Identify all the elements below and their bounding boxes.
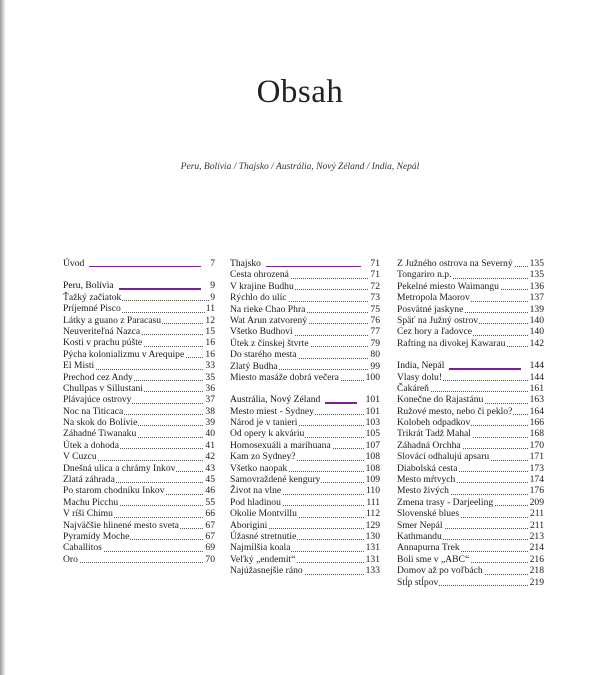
toc-entry-title: Aborigini: [230, 519, 268, 531]
toc-entry-page: 16: [205, 348, 215, 360]
toc-entry-page: 70: [205, 553, 215, 565]
toc-entry: [397, 554, 544, 565]
toc-entry-title: Pod hladinou: [230, 496, 281, 508]
toc-entry: [230, 292, 380, 303]
toc-entry-page: 176: [529, 485, 544, 497]
toc-entry-page: 67: [205, 530, 215, 542]
toc-entry: [230, 542, 380, 553]
toc-entry: [63, 474, 215, 485]
toc-entry-title: Prechod cez Andy: [63, 371, 133, 383]
toc-entry-page: 101: [365, 405, 380, 417]
toc-entry-title: Príjemné Pisco: [63, 303, 121, 315]
toc-entry-page: 108: [365, 451, 380, 463]
toc-entry: [63, 554, 215, 565]
toc-entry-page: 133: [365, 565, 380, 577]
toc-entry: [397, 497, 544, 508]
toc-entry-page: 75: [370, 303, 380, 315]
toc-entry: [63, 394, 215, 405]
toc-entry: [63, 520, 215, 531]
toc-entry-title: Peru, Bolívia: [63, 280, 114, 292]
toc-entry-title: Vlasy dolu!: [397, 371, 443, 383]
toc-entry-title: Samovraždené kengury: [230, 474, 321, 486]
toc-entry-title: Posvätné jaskyne: [397, 303, 464, 315]
toc-entry-page: 9: [210, 280, 215, 292]
toc-entry-title: Metropola Maorov: [397, 292, 470, 304]
toc-entry-page: 105: [365, 428, 380, 440]
toc-entry-page: 140: [529, 326, 544, 338]
toc-entry: [397, 520, 544, 531]
toc-entry-title: V krajine Budhu: [230, 280, 294, 292]
toc-entry-title: Zmena trasy - Darjeeling: [397, 496, 494, 508]
toc-entry-title: V Cuzcu: [63, 451, 97, 463]
toc-entry-title: Zlatá záhrada: [63, 474, 115, 486]
toc-entry: [230, 554, 380, 565]
toc-entry-title: Miesto masáže dobrá večera: [230, 371, 339, 383]
toc-entry-page: 12: [205, 314, 215, 326]
toc-entry-page: 99: [370, 360, 380, 372]
toc-entry: [397, 269, 544, 280]
toc-entry: [397, 406, 544, 417]
toc-entry-title: Wat Arun zatvorený: [230, 314, 308, 326]
toc-entry: [230, 520, 380, 531]
toc-entry: [230, 497, 380, 508]
toc-entry: [230, 440, 380, 451]
toc-entry-page: 211: [529, 508, 544, 520]
toc-entry: [397, 440, 544, 451]
toc-entry-title: Domov až po voľbách: [397, 565, 483, 577]
toc-entry: [397, 394, 544, 405]
toc-entry: [63, 383, 215, 394]
toc-entry-page: 216: [529, 553, 544, 565]
toc-entry-page: 7: [210, 257, 215, 269]
toc-entry: [230, 361, 380, 372]
toc-column-1: [63, 258, 215, 565]
toc-entry-page: 100: [365, 371, 380, 383]
toc-entry-page: 39: [205, 417, 215, 429]
toc-entry-title: Cesta ohrozená: [230, 269, 289, 281]
toc-entry: [63, 360, 215, 371]
toc-entry-title: Mesto živých: [397, 485, 449, 497]
toc-entry-page: 173: [529, 462, 544, 474]
toc-entry-page: 144: [529, 371, 544, 383]
toc-entry-title: Látky a guano z Paracasu: [63, 314, 162, 326]
toc-entry-page: 139: [529, 303, 544, 315]
toc-section-header: [230, 394, 380, 405]
toc-section-header: [63, 280, 215, 291]
toc-entry-page: 43: [205, 462, 215, 474]
toc-entry-title: Mesto mŕtvych: [397, 474, 456, 486]
toc-entry: [230, 474, 380, 485]
toc-entry-title: Najúžasnejšie ráno: [230, 565, 303, 577]
toc-entry: [397, 258, 544, 269]
toc-entry: [230, 508, 380, 519]
toc-column-3: [397, 258, 544, 588]
toc-entry-page: 45: [205, 474, 215, 486]
toc-entry-title: Oro: [63, 553, 78, 565]
toc-entry-page: 107: [365, 439, 380, 451]
toc-entry-page: 140: [529, 314, 544, 326]
section-list-subtitle: Peru, Bolívia / Thajsko / Austrália, Nový Zéland / India, Nepál: [180, 162, 420, 172]
toc-entry: [230, 417, 380, 428]
toc-entry-title: Národ je v tanieri: [230, 417, 298, 429]
toc-entry: [63, 542, 215, 553]
toc-entry: [397, 485, 544, 496]
toc-entry-title: Chullpas v Sillustani: [63, 382, 143, 394]
toc-entry-title: Rýchlo do ulíc: [230, 292, 287, 304]
section-underline-bar: [119, 288, 201, 290]
toc-entry: [63, 315, 215, 326]
toc-entry-page: 111: [366, 496, 380, 508]
toc-entry-page: 9: [210, 291, 215, 303]
toc-entry: [397, 281, 544, 292]
toc-entry-title: Úžasné stretnutie: [230, 530, 297, 542]
toc-entry-page: 219: [529, 576, 544, 588]
toc-entry-title: Konečne do Rajastánu: [397, 394, 484, 406]
toc-entry-page: 79: [370, 337, 380, 349]
toc-entry-page: 161: [529, 382, 544, 394]
toc-entry-page: 130: [365, 530, 380, 542]
toc-entry-title: Do starého mesta: [230, 349, 297, 361]
toc-entry-page: 164: [529, 405, 544, 417]
toc-entry-title: Kosti v prachu púšte: [63, 337, 143, 349]
toc-entry-page: 55: [205, 496, 215, 508]
toc-entry-page: 77: [370, 326, 380, 338]
toc-entry-page: 136: [529, 280, 544, 292]
toc-entry-page: 80: [370, 349, 380, 361]
toc-entry-title: Noc na Titicaca: [63, 405, 124, 417]
toc-entry: [63, 417, 215, 428]
toc-entry: [230, 326, 380, 337]
toc-entry: [230, 304, 380, 315]
toc-entry-page: 36: [205, 382, 215, 394]
toc-entry-title: Najväčšie hlinené mesto sveta: [63, 519, 179, 531]
toc-entry-title: Kolobeh odpadkov: [397, 417, 471, 429]
toc-entry-title: Všetko naopak: [230, 462, 288, 474]
toc-entry-title: Slovenské blues: [397, 508, 460, 520]
section-underline-bar: [449, 368, 521, 370]
toc-entry-page: 101: [365, 394, 380, 406]
toc-entry-page: 73: [370, 292, 380, 304]
toc-section-header: [63, 258, 215, 269]
toc-entry-page: 15: [205, 325, 215, 337]
toc-entry-title: Caballitos: [63, 542, 102, 554]
toc-entry-page: 109: [365, 474, 380, 486]
toc-entry-title: Pyramídy Moche: [63, 530, 130, 542]
toc-entry-title: Trikrát Tadž Mahal: [397, 428, 471, 440]
toc-entry: [397, 417, 544, 428]
toc-entry-page: 38: [205, 405, 215, 417]
toc-entry: [63, 428, 215, 439]
toc-entry-title: Útek z čínskej štvrte: [230, 337, 309, 349]
toc-entry-title: Život na vlne: [230, 485, 282, 497]
toc-entry-title: Tongariro n.p.: [397, 269, 452, 281]
toc-entry-title: Annapurna Trek: [397, 542, 460, 554]
toc-entry-page: 66: [205, 508, 215, 520]
toc-entry-page: 174: [529, 474, 544, 486]
toc-entry-title: Od opery k akváriu: [230, 428, 305, 440]
toc-entry: [397, 463, 544, 474]
toc-entry: [230, 349, 380, 360]
toc-entry-page: 163: [529, 394, 544, 406]
toc-entry-page: 71: [370, 269, 380, 281]
toc-entry-title: Boli sme v „ABC“: [397, 553, 470, 565]
toc-entry-page: 72: [370, 280, 380, 292]
toc-entry: [397, 315, 544, 326]
toc-entry-page: 103: [365, 417, 380, 429]
toc-entry-title: Úvod: [63, 257, 85, 269]
toc-entry-title: Cez hory a ľadovce: [397, 326, 473, 338]
toc-entry-title: Kathmandu: [397, 530, 442, 542]
toc-entry-page: 166: [529, 417, 544, 429]
toc-entry-page: 211: [529, 519, 544, 531]
toc-entry-page: 37: [205, 394, 215, 406]
toc-entry: [397, 383, 544, 394]
toc-entry-page: 142: [529, 337, 544, 349]
toc-entry: [397, 542, 544, 553]
toc-entry: [230, 451, 380, 462]
toc-entry-title: Ťažký začiatok: [63, 291, 122, 303]
toc-entry-title: Austrália, Nový Zéland: [230, 394, 321, 406]
dot-leader: [63, 562, 215, 563]
toc-entry-title: Mesto miest - Sydney: [230, 405, 314, 417]
toc-entry-page: 11: [205, 303, 215, 315]
toc-entry: [230, 565, 380, 576]
toc-entry: [63, 349, 215, 360]
toc-entry-page: 40: [205, 428, 215, 440]
toc-entry-page: 69: [205, 542, 215, 554]
toc-entry: [230, 338, 380, 349]
toc-entry: [63, 440, 215, 451]
toc-entry-title: Veľký „endemit“: [230, 553, 296, 565]
toc-entry-title: Z Južného ostrova na Severný: [397, 257, 513, 269]
toc-entry-title: Na skok do Bolívie: [63, 417, 138, 429]
toc-entry-title: Stĺp stĺpov: [397, 576, 439, 588]
toc-entry-page: 131: [365, 553, 380, 565]
toc-entry-title: Kam zo Sydney?: [230, 451, 296, 463]
toc-entry: [230, 428, 380, 439]
section-underline-bar: [266, 266, 361, 268]
toc-entry: [397, 508, 544, 519]
toc-entry-page: 131: [365, 542, 380, 554]
toc-entry: [230, 372, 380, 383]
toc-entry-title: Späť na Južný ostrov: [397, 314, 479, 326]
toc-entry-title: V ríši Chimu: [63, 508, 113, 520]
toc-entry: [63, 531, 215, 542]
toc-entry-title: Slovácí odhalujú apsaru: [397, 451, 490, 463]
toc-entry: [63, 406, 215, 417]
toc-entry: [230, 463, 380, 474]
toc-entry-title: Zlatý Budha: [230, 360, 278, 372]
toc-entry-page: 42: [205, 451, 215, 463]
toc-entry-page: 137: [529, 292, 544, 304]
toc-entry: [63, 303, 215, 314]
toc-entry-page: 35: [205, 371, 215, 383]
toc-section-header: [230, 258, 380, 269]
toc-entry: [230, 531, 380, 542]
toc-entry-page: 41: [205, 439, 215, 451]
toc-entry: [63, 508, 215, 519]
toc-entry-page: 76: [370, 314, 380, 326]
toc-entry: [397, 577, 544, 588]
section-underline-bar: [89, 266, 201, 268]
toc-entry: [397, 531, 544, 542]
toc-entry-page: 170: [529, 439, 544, 451]
toc-entry-page: 135: [529, 257, 544, 269]
toc-entry-page: 135: [529, 269, 544, 281]
toc-entry-title: Neuveriteľná Nazca: [63, 325, 141, 337]
toc-entry-title: Záhadné Tiwanaku: [63, 428, 137, 440]
toc-entry-title: El Misti: [63, 360, 95, 372]
toc-entry: [397, 428, 544, 439]
toc-entry-page: 71: [370, 257, 380, 269]
toc-entry: [63, 372, 215, 383]
toc-entry-title: Plávajúce ostrovy: [63, 394, 132, 406]
toc-entry-title: Po starom chodníku Inkov: [63, 485, 165, 497]
toc-entry-title: Útek a dohoda: [63, 439, 119, 451]
toc-entry: [63, 326, 215, 337]
toc-entry-page: 112: [365, 508, 380, 520]
toc-entry-page: 213: [529, 530, 544, 542]
toc-entry-page: 110: [365, 485, 380, 497]
toc-entry-title: Diabolská cesta: [397, 462, 458, 474]
toc-entry: [397, 326, 544, 337]
toc-entry: [63, 485, 215, 496]
toc-entry-title: Ružové mesto, nebo či peklo?: [397, 405, 513, 417]
toc-entry-title: Najmilšia koala: [230, 542, 291, 554]
toc-entry-page: 168: [529, 428, 544, 440]
toc-entry: [230, 281, 380, 292]
toc-entry-title: Pekelné miesto Waimangu: [397, 280, 499, 292]
toc-entry: [63, 497, 215, 508]
toc-column-2: [230, 258, 380, 577]
page-title: Obsah: [256, 74, 344, 110]
toc-entry-page: 16: [205, 337, 215, 349]
toc-entry: [63, 451, 215, 462]
toc-entry-title: Rafting na divokej Kawarau: [397, 337, 506, 349]
toc-entry-title: Všetko Budhovi: [230, 326, 293, 338]
toc-entry-title: Čakáreň: [397, 382, 429, 394]
toc-entry-title: Pýcha kolonializmu v Arequipe: [63, 348, 185, 360]
toc-section-header: [397, 360, 544, 371]
toc-entry: [397, 292, 544, 303]
toc-entry-page: 46: [205, 485, 215, 497]
toc-entry: [397, 372, 544, 383]
toc-entry-page: 67: [205, 519, 215, 531]
section-underline-bar: [325, 402, 357, 404]
toc-entry-title: Záhadná Orchha: [397, 439, 461, 451]
toc-entry: [397, 565, 544, 576]
toc-entry-page: 33: [205, 360, 215, 372]
toc-entry-page: 108: [365, 462, 380, 474]
toc-entry-title: Na rieke Chao Phra: [230, 303, 306, 315]
toc-entry: [63, 463, 215, 474]
toc-entry-page: 214: [529, 542, 544, 554]
toc-entry: [230, 406, 380, 417]
toc-entry-title: Okolie Montvillu: [230, 508, 297, 520]
toc-entry-title: Thajsko: [230, 257, 261, 269]
toc-entry-page: 218: [529, 565, 544, 577]
toc-entry-page: 171: [529, 451, 544, 463]
toc-entry: [63, 337, 215, 348]
toc-entry-title: Machu Picchu: [63, 496, 119, 508]
toc-entry-page: 209: [529, 496, 544, 508]
toc-entry-title: Homosexuáli a marihuana: [230, 439, 331, 451]
toc-entry-title: India, Nepál: [397, 360, 445, 372]
toc-entry-title: Dnešná ulica a chrámy Inkov: [63, 462, 176, 474]
toc-entry: [230, 269, 380, 280]
toc-entry-page: 129: [365, 519, 380, 531]
toc-entry: [230, 485, 380, 496]
toc-entry: [397, 338, 544, 349]
toc-entry: [63, 292, 215, 303]
toc-entry-title: Smer Nepál: [397, 519, 443, 531]
toc-entry: [397, 474, 544, 485]
toc-entry: [397, 451, 544, 462]
toc-entry: [397, 304, 544, 315]
toc-entry: [230, 315, 380, 326]
toc-entry-page: 144: [529, 360, 544, 372]
